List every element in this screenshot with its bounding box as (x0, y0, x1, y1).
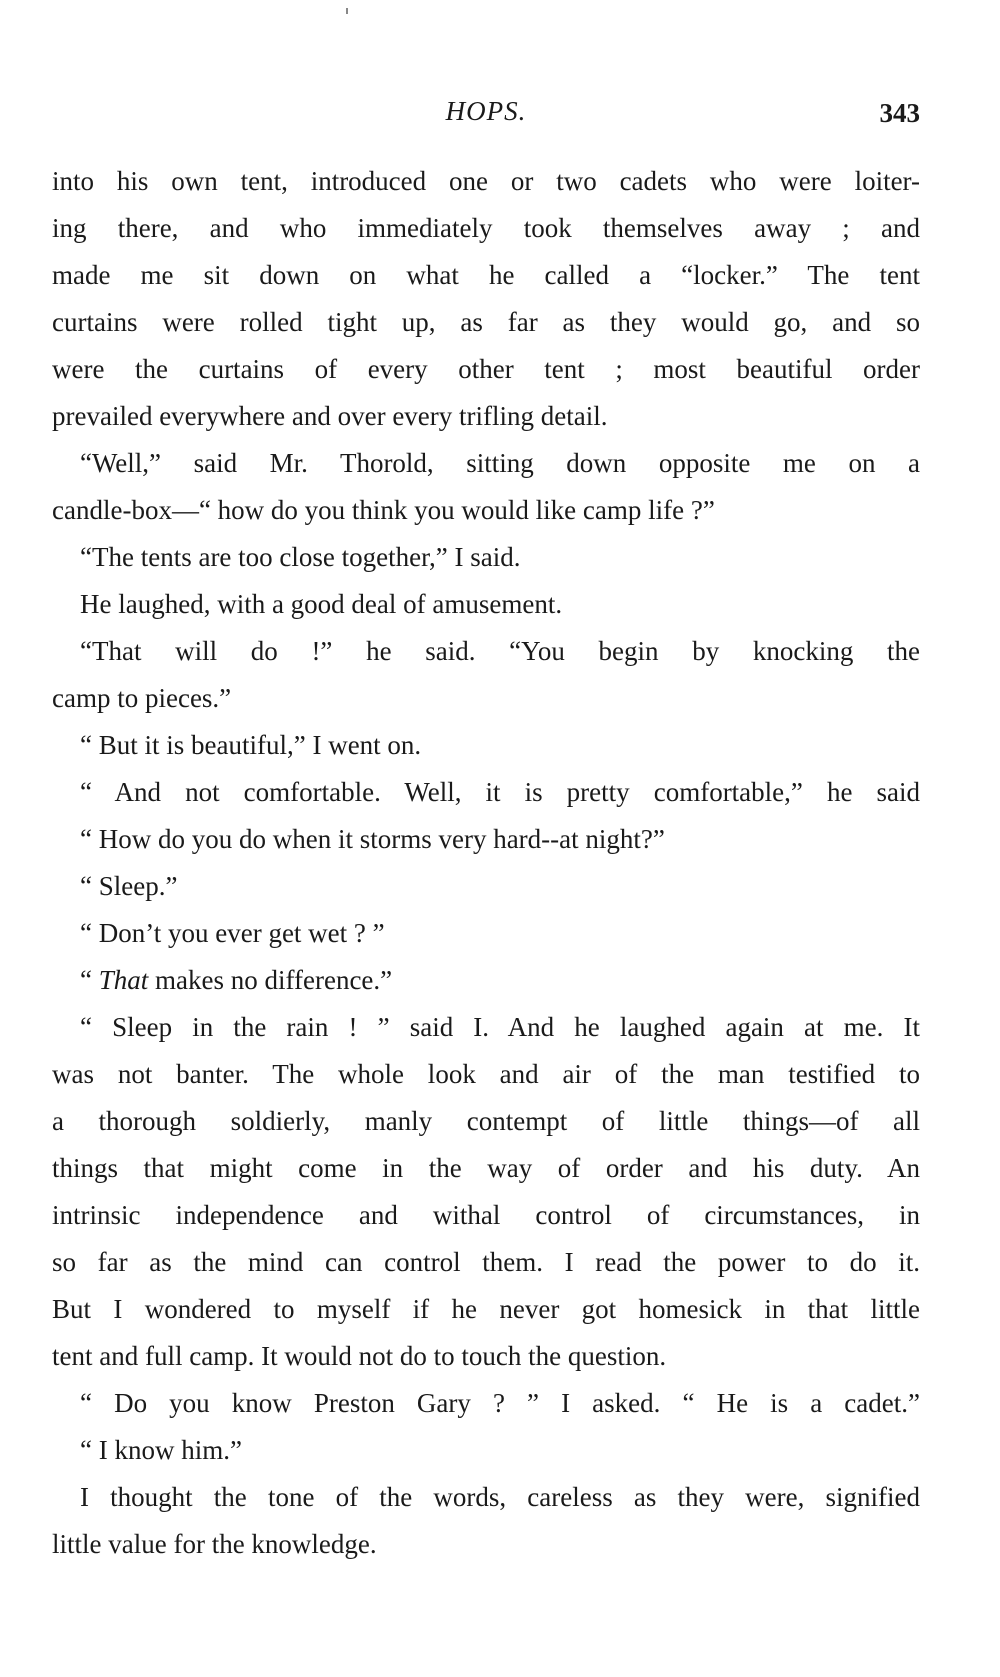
text-line: “ Do you know Preston Gary ? ” I asked. “ He is a cadet.” (80, 1388, 920, 1418)
text-line: “ Don’t you ever get wet ? ” (80, 918, 385, 948)
text-line: “ Sleep.” (80, 871, 178, 901)
text-line: camp to pieces.” (52, 683, 232, 713)
text-line: I thought the tone of the words, careless as they were, signified (80, 1482, 920, 1512)
text-line: “ I know him.” (80, 1435, 242, 1465)
italic-emphasis: That (98, 965, 149, 995)
text-line: candle-box—“ how do you think you would like camp life ?” (52, 495, 715, 525)
text-line: “ Sleep in the rain ! ” said I. And he laughed again at me. It (80, 1012, 920, 1042)
text-line: “ And not comfortable. Well, it is pretty comfortable,” he said (80, 777, 920, 807)
text-line-italic: “ That makes no difference.” (80, 965, 393, 995)
text-line: made me sit down on what he called a “locker.” The tent (52, 260, 920, 290)
text-line: “Well,” said Mr. Thorold, sitting down opposite me on a (80, 448, 920, 478)
text-line: so far as the mind can control them. I read the power to do it. (52, 1247, 920, 1277)
text-line: into his own tent, introduced one or two cadets who were loiter- (52, 166, 920, 196)
running-head: HOPS. (445, 96, 527, 126)
text-line: ing there, and who immediately took themselves away ; and (52, 213, 920, 243)
text-line: “ How do you do when it storms very hard--at night?” (80, 824, 665, 854)
text-line: He laughed, with a good deal of amusement. (80, 589, 563, 619)
page-number: 343 (879, 98, 920, 128)
text-line: things that might come in the way of order and his duty. An (52, 1153, 920, 1183)
text-line: prevailed everywhere and over every trifling detail. (52, 401, 608, 431)
text-line: a thorough soldierly, manly contempt of little things—of all (52, 1106, 920, 1136)
text-line: intrinsic independence and withal control of circumstances, in (52, 1200, 920, 1230)
text-line: tent and full camp. It would not do to touch the question. (52, 1341, 667, 1371)
body-text (52, 158, 920, 1568)
text-line: But I wondered to myself if he never got homesick in that little (52, 1294, 920, 1324)
text-line: “ But it is beautiful,” I went on. (80, 730, 422, 760)
scan-mark (346, 8, 348, 14)
text-line: curtains were rolled tight up, as far as they would go, and so (52, 307, 920, 337)
text-line: was not banter. The whole look and air of the man testified to (52, 1059, 920, 1089)
text-line: little value for the knowledge. (52, 1529, 377, 1559)
text-line: were the curtains of every other tent ; most beautiful order (52, 354, 920, 384)
text-line: “The tents are too close together,” I said. (80, 542, 521, 572)
page-header (52, 96, 920, 136)
text-line: “That will do !” he said. “You begin by knocking the (80, 636, 920, 666)
